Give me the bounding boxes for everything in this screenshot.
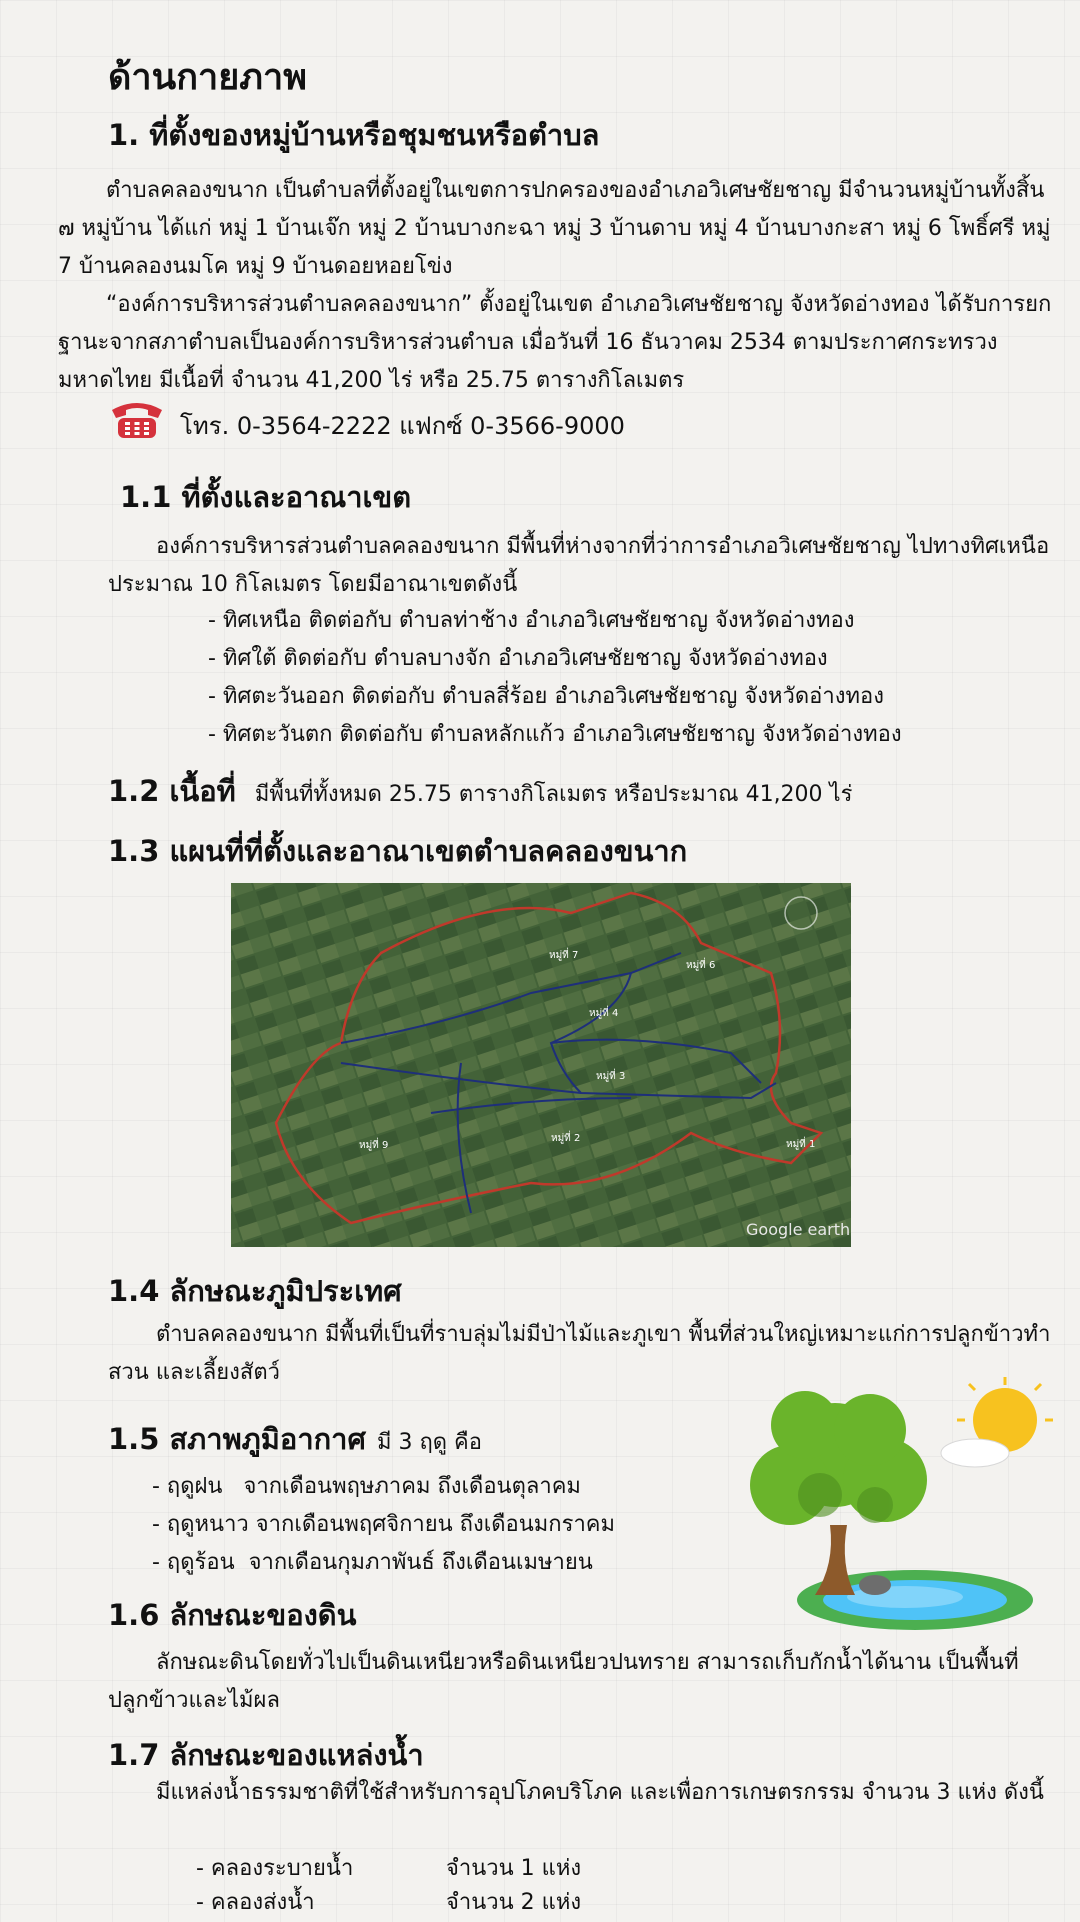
section-1-1-para: องค์การบริหารส่วนตำบลคลองขนาก มีพื้นที่ห่างจากที่ว่าการอำเภอวิเศษชัยชาญ ไปทางทิศเหนือ ประมาณ 10 กิโลเมตร โดยมีอาณาเขตดังนี้ [108, 534, 1050, 597]
boundary-east: - ทิศตะวันออก ติดต่อกับ ตำบลสี่ร้อย อำเภอวิเศษชัยชาญ จังหวัดอ่างทอง [208, 684, 884, 709]
section-1-para-2: “องค์การบริหารส่วนตำบลคลองขนาก” ตั้งอยู่ในเขต อำเภอวิเศษชัยชาญ จังหวัดอ่างทอง ได้รับการยกฐานะจากสภาตำบลเป็นองค์การบริหารส่วนตำบล เมื่อวันที่ 16 ธันวาคม 2534 ตามประกาศกระทรวงมหาดไทย มีเนื้อที่ จำนวน 41,200 ไร่ หรือ 25.75 ตารางกิโลเมตร [58, 292, 1052, 393]
map-watermark: Google earth [746, 1220, 851, 1239]
map-label: หมู่ที่ 2 [551, 1133, 581, 1144]
section-1-3-title: 1.3 แผนที่ที่ตั้งและอาณาเขตตำบลคลองขนาก [108, 834, 688, 868]
map-label: หมู่ที่ 6 [686, 960, 716, 971]
water-source-name: - คลองระบายน้ำ [196, 1856, 354, 1881]
section-1-5 [108, 1416, 482, 1462]
section-1-5-title: 1.5 สภาพภูมิอากาศ [108, 1422, 366, 1456]
boundary-south: - ทิศใต้ ติดต่อกับ ตำบลบางจัก อำเภอวิเศษชัยชาญ จังหวัดอ่างทอง [208, 646, 828, 671]
phone-fax-text: โทร. 0-3564-2222 แฟกซ์ 0-3566-9000 [180, 412, 625, 440]
section-1-7-para: มีแหล่งน้ำธรรมชาติที่ใช้สำหรับการอุปโภคบริโภค และเพื่อการเกษตรกรรม จำนวน 3 แห่ง ดังนี้ [156, 1780, 1044, 1805]
section-1-4-title: 1.4 ลักษณะภูมิประเทศ [108, 1274, 402, 1308]
map-label: หมู่ที่ 7 [549, 950, 579, 961]
section-1-6-para: ลักษณะดินโดยทั่วไปเป็นดินเหนียวหรือดินเหนียวปนทราย สามารถเก็บกักน้ำได้นาน เป็นพื้นที่ปลูกข้าวและไม้ผล [108, 1650, 1019, 1713]
section-1-2 [108, 768, 852, 814]
sun-icon [941, 1377, 1053, 1467]
tree-pond-illustration [735, 1375, 1055, 1635]
water-source-name: - คลองส่งน้ำ [196, 1890, 315, 1915]
map-label: หมู่ที่ 4 [589, 1008, 619, 1019]
map-label: หมู่ที่ 9 [359, 1140, 389, 1151]
season-rainy: - ฤดูฝน จากเดือนพฤษภาคม ถึงเดือนตุลาคม [152, 1474, 581, 1499]
section-1-1-title: 1.1 ที่ตั้งและอาณาเขต [120, 480, 412, 514]
section-1-2-text: มีพื้นที่ทั้งหมด 25.75 ตารางกิโลเมตร หรือประมาณ 41,200 ไร่ [254, 782, 853, 807]
satellite-map [231, 883, 851, 1247]
telephone-icon [108, 396, 166, 440]
section-1-5-suffix: มี 3 ฤดู คือ [376, 1430, 482, 1455]
section-1-4-para: ตำบลคลองขนาก มีพื้นที่เป็นที่ราบลุ่มไม่มีป่าไม้และภูเขา พื้นที่ส่วนใหญ่เหมาะแก่การปลูกข้าวทำสวน และเลี้ยงสัตว์ [108, 1322, 1051, 1385]
section-1-6-title: 1.6 ลักษณะของดิน [108, 1598, 357, 1632]
water-source-row [196, 1884, 581, 1922]
page-heading: ด้านกายภาพ [108, 57, 307, 98]
section-1-7-title: 1.7 ลักษณะของแหล่งน้ำ [108, 1738, 424, 1772]
section-1-title: 1. ที่ตั้งของหมู่บ้านหรือชุมชนหรือตำบล [108, 118, 600, 152]
map-label: หมู่ที่ 1 [786, 1139, 816, 1150]
section-1-para-1: ตำบลคลองขนาก เป็นตำบลที่ตั้งอยู่ในเขตการปกครองของอำเภอวิเศษชัยชาญ มีจำนวนหมู่บ้านทั้งสิ้น ๗ หมู่บ้าน ได้แก่ หมู่ 1 บ้านเจ๊ก หมู่ 2 บ้านบางกะฉา หมู่ 3 บ้านดาบ หมู่ 4 บ้านบางกะสา หมู่ 6 โพธิ์ศรี หมู่ 7 บ้านคลองนมโค หมู่ 9 บ้านดอยหอยโข่ง [58, 178, 1051, 279]
section-1-2-title: 1.2 เนื้อที่ [108, 774, 236, 808]
water-source-row [196, 1850, 581, 1888]
boundary-north: - ทิศเหนือ ติดต่อกับ ตำบลท่าช้าง อำเภอวิเศษชัยชาญ จังหวัดอ่างทอง [208, 608, 855, 633]
map-label: หมู่ที่ 3 [596, 1071, 626, 1082]
water-source-count: จำนวน 2 แห่ง [446, 1890, 582, 1915]
season-summer: - ฤดูร้อน จากเดือนกุมภาพันธ์ ถึงเดือนเมษายน [152, 1550, 593, 1575]
season-winter: - ฤดูหนาว จากเดือนพฤศจิกายน ถึงเดือนมกราคม [152, 1512, 616, 1537]
boundary-west: - ทิศตะวันตก ติดต่อกับ ตำบลหลักแก้ว อำเภอวิเศษชัยชาญ จังหวัดอ่างทอง [208, 722, 902, 747]
water-source-count: จำนวน 1 แห่ง [446, 1856, 582, 1881]
